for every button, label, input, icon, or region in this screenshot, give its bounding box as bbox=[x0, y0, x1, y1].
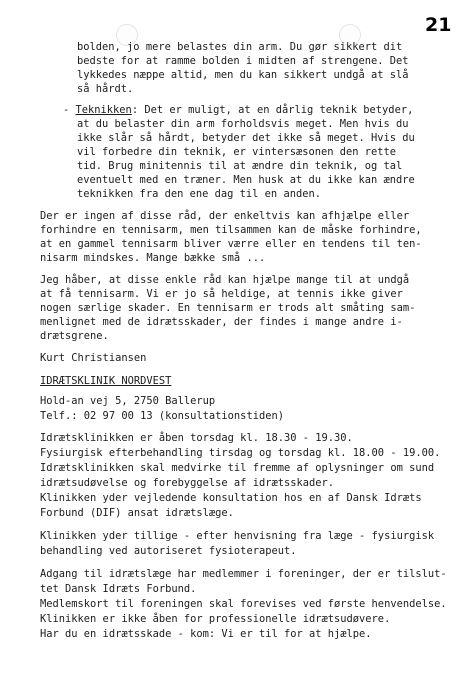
clinic-info-line: Klinikken yder tillige - efter henvisning fra læge - fysiurgisk bbox=[40, 530, 435, 542]
page-number: 21 bbox=[425, 14, 452, 36]
paragraph-line: Jeg håber, at disse enkle råd kan hjælpe mange til at undgå bbox=[40, 274, 410, 286]
paragraph-line: nisarm mindskes. Mange bække små ... bbox=[40, 252, 266, 264]
paragraph-line: ikke slår så hårdt, betyder det ikke så meget. Hvis du bbox=[77, 132, 415, 144]
bullet-heading: Teknikken bbox=[75, 104, 132, 116]
clinic-info-line: Fysiurgisk efterbehandling tirsdag og torsdag kl. 18.00 - 19.00. bbox=[40, 447, 441, 459]
paragraph-line: vil forbedre din teknik, er vintersæsonen den rette bbox=[77, 146, 397, 158]
paragraph-line: Der er ingen af disse råd, der enkeltvis kan afhjælpe eller bbox=[40, 210, 410, 222]
paragraph-line: bedste for at ramme bolden i midten af strengene. Det bbox=[77, 55, 409, 67]
paragraph-line: drætsgrene. bbox=[40, 330, 109, 342]
paragraph-line: eventuelt med en træner. Men husk at du ikke kan ændre bbox=[77, 174, 415, 186]
clinic-info-line: Medlemskort til foreningen skal forevises ved første henvendelse. bbox=[40, 598, 447, 610]
paragraph-line: tid. Brug minitennis til at ændre din teknik, og tal bbox=[77, 160, 403, 172]
clinic-info-line: Adgang til idrætslæge har medlemmer i foreninger, der er tilslut- bbox=[40, 568, 447, 580]
clinic-info-line: Forbund (DIF) ansat idrætslæge. bbox=[40, 507, 234, 519]
paragraph-line: nogen særlige skader. En tennisarm er trods alt småting sam- bbox=[40, 302, 416, 314]
paragraph-line: forhindre en tennisarm, men tilsammen kan de måske forhindre, bbox=[40, 224, 422, 236]
clinic-info-line: Idrætsklinikken er åben torsdag kl. 18.30 - 19.30. bbox=[40, 432, 353, 444]
clinic-info-line: Klinikken er ikke åben for professionelle idrætsudøvere. bbox=[40, 613, 391, 625]
clinic-address: Hold-an vej 5, 2750 Ballerup bbox=[40, 395, 216, 407]
paragraph-line: at få tennisarm. Vi er jo så heldige, at tennis ikke giver bbox=[40, 288, 403, 300]
bullet-dash: - bbox=[63, 104, 76, 116]
paragraph-line: lykkedes næppe altid, men du kan sikkert undgå at slå bbox=[77, 69, 409, 81]
clinic-phone: Telf.: 02 97 00 13 (konsultationstiden) bbox=[40, 410, 284, 422]
clinic-info-line: Idrætsklinikken skal medvirke til fremme af oplysninger om sund bbox=[40, 462, 435, 474]
author-signature: Kurt Christiansen bbox=[40, 352, 147, 364]
clinic-info-line: Har du en idrætsskade - kom: Vi er til for at hjælpe. bbox=[40, 628, 372, 640]
clinic-info-line: behandling ved autoriseret fysioterapeut. bbox=[40, 545, 297, 557]
clinic-heading: IDRÆTSKLINIK NORDVEST bbox=[40, 375, 172, 387]
clinic-info-line: tet Dansk Idræts Forbund. bbox=[40, 583, 197, 595]
paragraph-line: bolden, jo mere belastes din arm. Du gør sikkert dit bbox=[77, 41, 403, 53]
bullet-text: : Det er muligt, at en dårlig teknik betyder, bbox=[131, 104, 414, 116]
paragraph-line: teknikken fra den ene dag til en anden. bbox=[77, 188, 321, 200]
paragraph-line: at du belaster din arm forholdsvis meget. Men hvis du bbox=[77, 118, 409, 130]
paragraph-line: menlignet med de idrætsskader, der findes i mange andre i- bbox=[40, 316, 403, 328]
paragraph-line: så hårdt. bbox=[77, 83, 134, 95]
paragraph-line: at en gammel tennisarm bliver værre eller en tendens til ten- bbox=[40, 238, 422, 250]
clinic-info-line: Klinikken yder vejledende konsultation hos en af Dansk Idræts bbox=[40, 492, 422, 504]
clinic-info-line: idrætsudøvelse og forebyggelse af idrætsskader. bbox=[40, 477, 335, 489]
bullet-line bbox=[63, 103, 413, 117]
